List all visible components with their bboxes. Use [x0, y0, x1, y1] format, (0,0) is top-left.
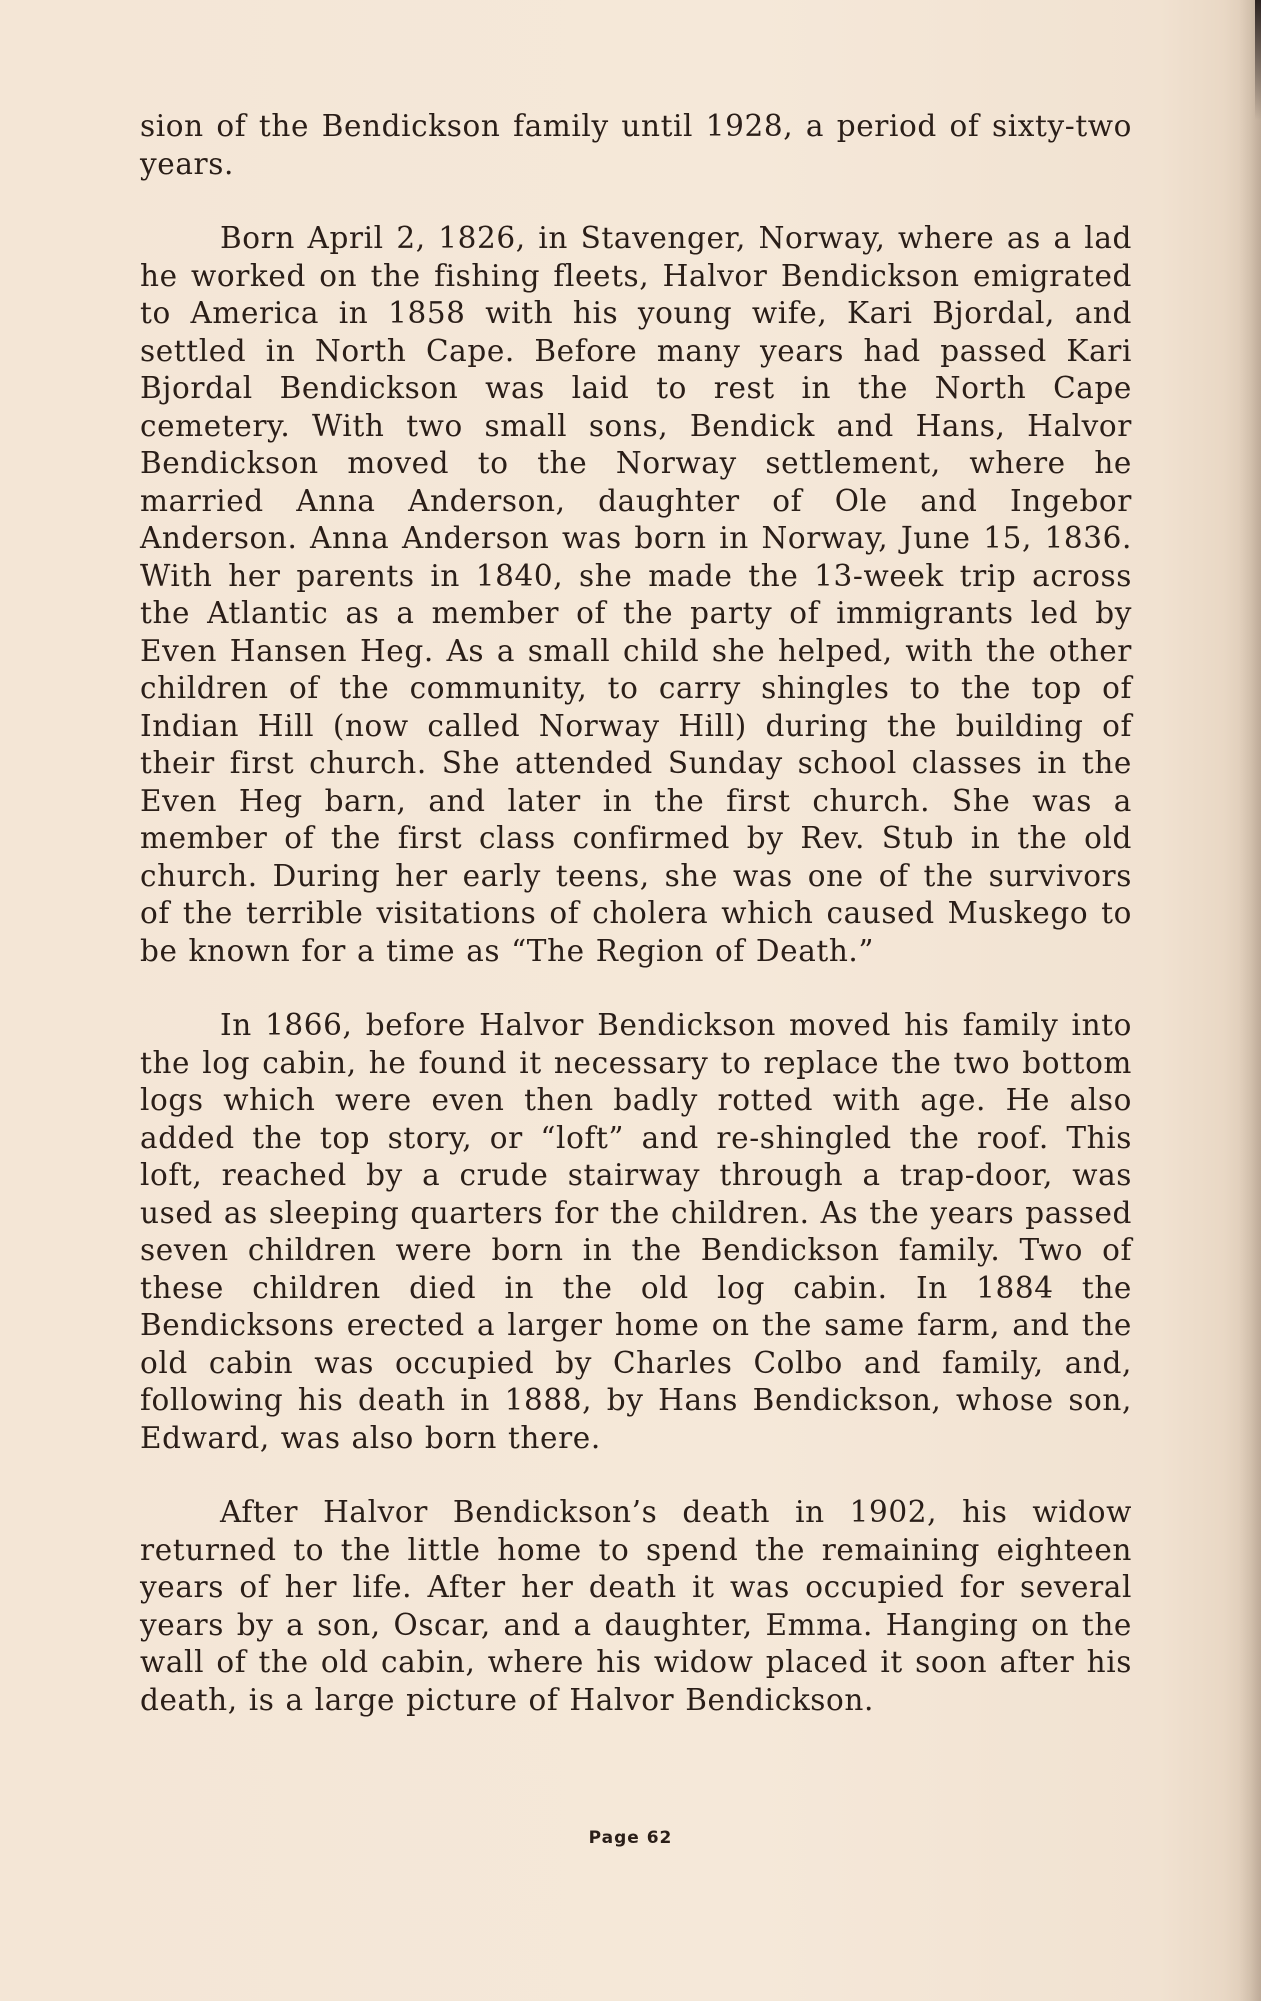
paragraph-continuation: sion of the Bendickson family until 1928, a period of sixty-two years. — [140, 109, 1132, 181]
paragraph-widow: After Halvor Bendickson’s death in 1902, his widow returned to the little home to spend the remaining eighteen years of her life. After her death it was occupied for several years by a son, Oscar, and a daughter, Emma. Hanging on the wall of the old cabin, where his widow placed it soon after his death, is a large picture of Halvor Bendickson. — [140, 1495, 1132, 1717]
page-number: Page 62 — [588, 1828, 673, 1848]
page-edge-shadow — [1239, 0, 1261, 2001]
paragraph-log-cabin-1866: In 1866, before Halvor Bendickson moved his family into the log cabin, he found it necessary to replace the two bottom logs which were even then badly rotted with age. He also added the top story, or “loft” and re-shingled the roof. This loft, reached by a crude stairway through a trap-door, was used as sleeping quarters for the children. As the years passed seven children were born in the Bendickson family. Two of these children died in the old log cabin. In 1884 the Bendicksons erected a larger home on the same farm, and the old cabin was occupied by Charles Colbo and family, and, following his death in 1888, by Hans Bendickson, whose son, Edward, was also born there. — [140, 1008, 1132, 1455]
paragraph-halvor-birth: Born April 2, 1826, in Stavenger, Norway, where as a lad he worked on the fishing fleets, Halvor Bendickson emigrated to America in 1858 with his young wife, Kari Bjordal, and settled in North Cape. Before many years had passed Kari Bjordal Bendickson was laid to rest in the North Cape cemetery. With two small sons, Bendick and Hans, Halvor Bendickson moved to the Norway settlement, where he married Anna Anderson, daughter of Ole and Ingebor Anderson. Anna Anderson was born in Norway, June 15, 1836. With her parents in 1840, she made the 13-week trip across the Atlantic as a member of the party of immigrants led by Even Hansen Heg. As a small child she helped, with the other children of the community, to carry shingles to the top of Indian Hill (now called Norway Hill) during the building of their first church. She attended Sunday school classes in the Even Heg barn, and later in the first church. She was a member of the first class confirmed by Rev. Stub in the old church. During her early teens, she was one of the survivors of the terrible visitations of cholera which caused Muskego to be known for a time as “The Region of Death.” — [140, 221, 1132, 968]
body-text — [140, 108, 1132, 1719]
